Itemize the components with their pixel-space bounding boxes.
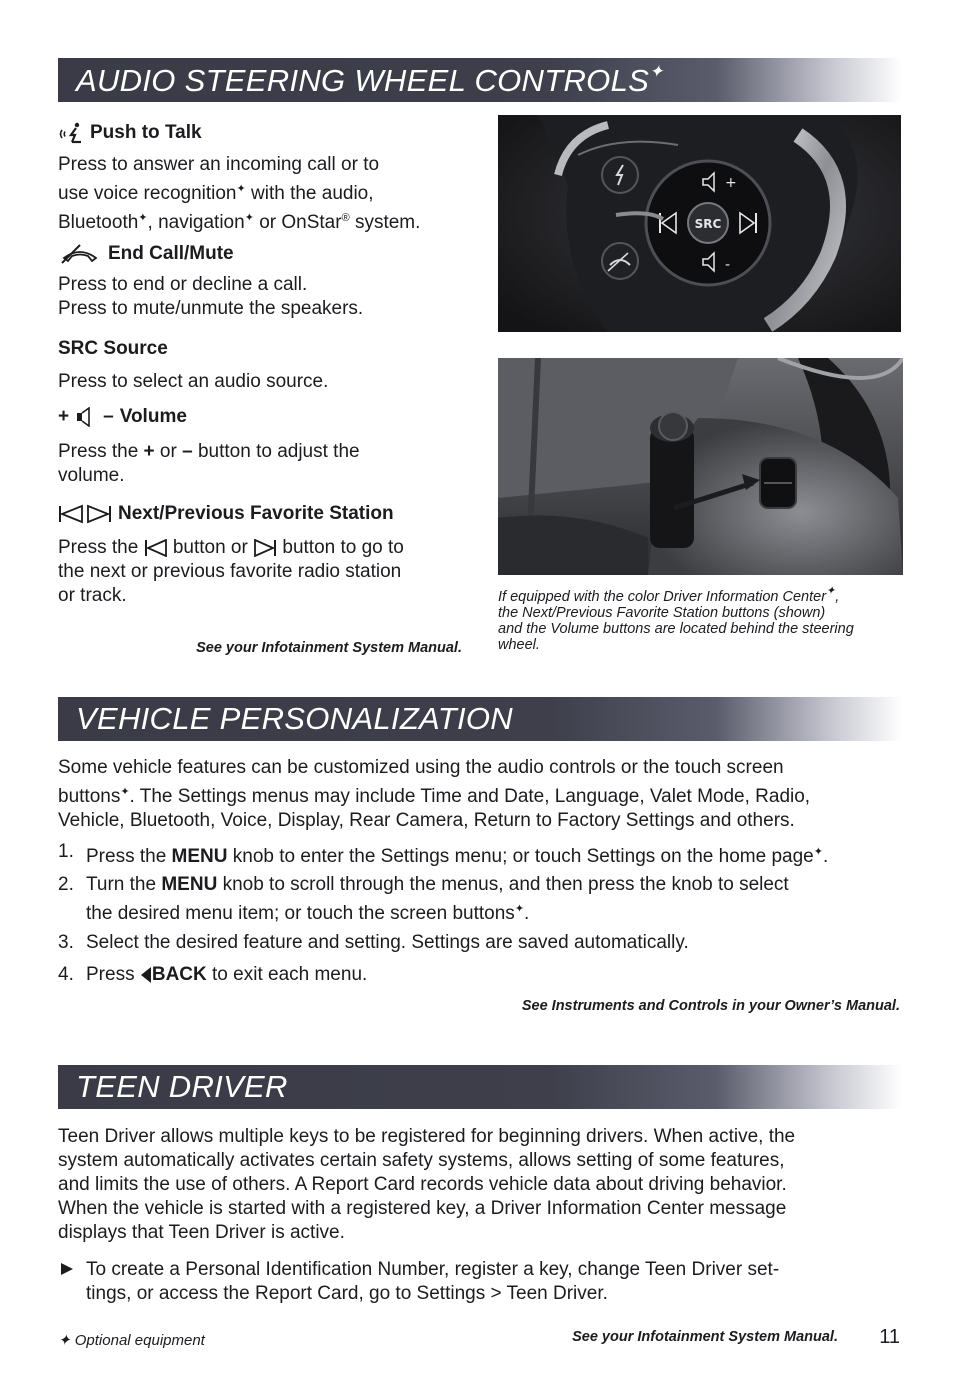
teen-driver-reference: See your Infotainment System Manual.: [572, 1329, 838, 1345]
push-to-talk-icon: [58, 122, 84, 144]
svg-text:-: -: [725, 257, 731, 273]
end-call-text: Press to end or decline a call. Press to mute/unmute the speakers.: [58, 274, 364, 319]
source-heading: SRC Source: [58, 338, 168, 359]
push-to-talk-text: Press to answer an incoming call or to use voice recognition✦ with the audio, Bluetooth✦, navigation✦ or OnStar® system.: [58, 154, 421, 233]
section-title: VEHICLE PERSONALIZATION: [76, 701, 513, 736]
volume-heading: + – Volume: [58, 406, 187, 427]
personalization-intro: Some vehicle features can be customized using the audio controls or the touch screen buttons✦. The Settings menus may include Time and Date, Language, Valet Mode, Radio, Vehicle, Bluetooth, Voice, Display, Rear Camera, Return to Factory Settings and others.: [58, 757, 811, 831]
teen-driver-bullet: To create a Personal Identification Number, register a key, change Teen Driver set- tings, or access the Report Card, go to Settings > Teen Driver.: [86, 1259, 780, 1304]
personalization-reference: See Instruments and Controls in your Owner’s Manual.: [521, 998, 900, 1014]
section-banner-audio: [58, 58, 902, 102]
speaker-icon: [75, 407, 97, 427]
step-4: 4. Press BACK to exit each menu.: [58, 964, 368, 985]
back-arrow-icon: [140, 966, 152, 984]
favorite-heading: Next/Previous Favorite Station: [58, 503, 394, 525]
section-banner-teen-driver: [58, 1065, 902, 1109]
photo-caption: If equipped with the color Driver Information Center✦, the Next/Previous Favorite Station buttons (shown) and the Volume buttons are located behind the steering wheel.: [498, 585, 854, 653]
source-text: Press to select an audio source.: [58, 371, 329, 392]
step-2: 2. Turn the MENU knob to scroll through the menus, and then press the knob to select the desired menu item; or touch the screen buttons✦.: [58, 874, 789, 924]
bullet-arrow-icon: [60, 1262, 74, 1276]
prev-next-icon: [58, 504, 112, 524]
section-title: TEEN DRIVER: [76, 1069, 288, 1104]
prev-icon: [144, 539, 168, 557]
end-call-icon: [58, 244, 102, 264]
src-button-label: SRC: [694, 217, 722, 231]
section-banner-personalization: [58, 697, 902, 741]
step-1: 1. Press the MENU knob to enter the Settings menu; or touch Settings on the home page✦.: [58, 841, 829, 867]
svg-text:+: +: [725, 175, 737, 191]
favorite-text: Press the button or button to go to the next or previous favorite radio station or track.: [58, 537, 404, 606]
behind-wheel-buttons-photo: [498, 358, 903, 575]
optional-equipment-note: ✦ Optional equipment: [58, 1332, 205, 1349]
section-title: AUDIO STEERING WHEEL CONTROLS✦: [76, 61, 664, 98]
page-number: 11: [879, 1326, 900, 1348]
audio-reference: See your Infotainment System Manual.: [196, 640, 462, 656]
steering-wheel-controls-photo: [498, 115, 901, 332]
next-icon: [253, 539, 277, 557]
push-to-talk-heading: Push to Talk: [58, 122, 202, 144]
teen-driver-body: Teen Driver allows multiple keys to be registered for beginning drivers. When active, the system automatically activates certain safety systems, allows setting of some features, and limits the use of others. A Report Card records vehicle data about driving behavior. When the vehicle is started with a registered key, a Driver Information Center message displays that Teen Driver is active.: [58, 1126, 796, 1243]
step-3: 3. Select the desired feature and setting. Settings are saved automatically.: [58, 932, 689, 953]
volume-text: Press the + or – button to adjust the volume.: [58, 441, 360, 486]
end-call-heading: End Call/Mute: [58, 243, 234, 265]
